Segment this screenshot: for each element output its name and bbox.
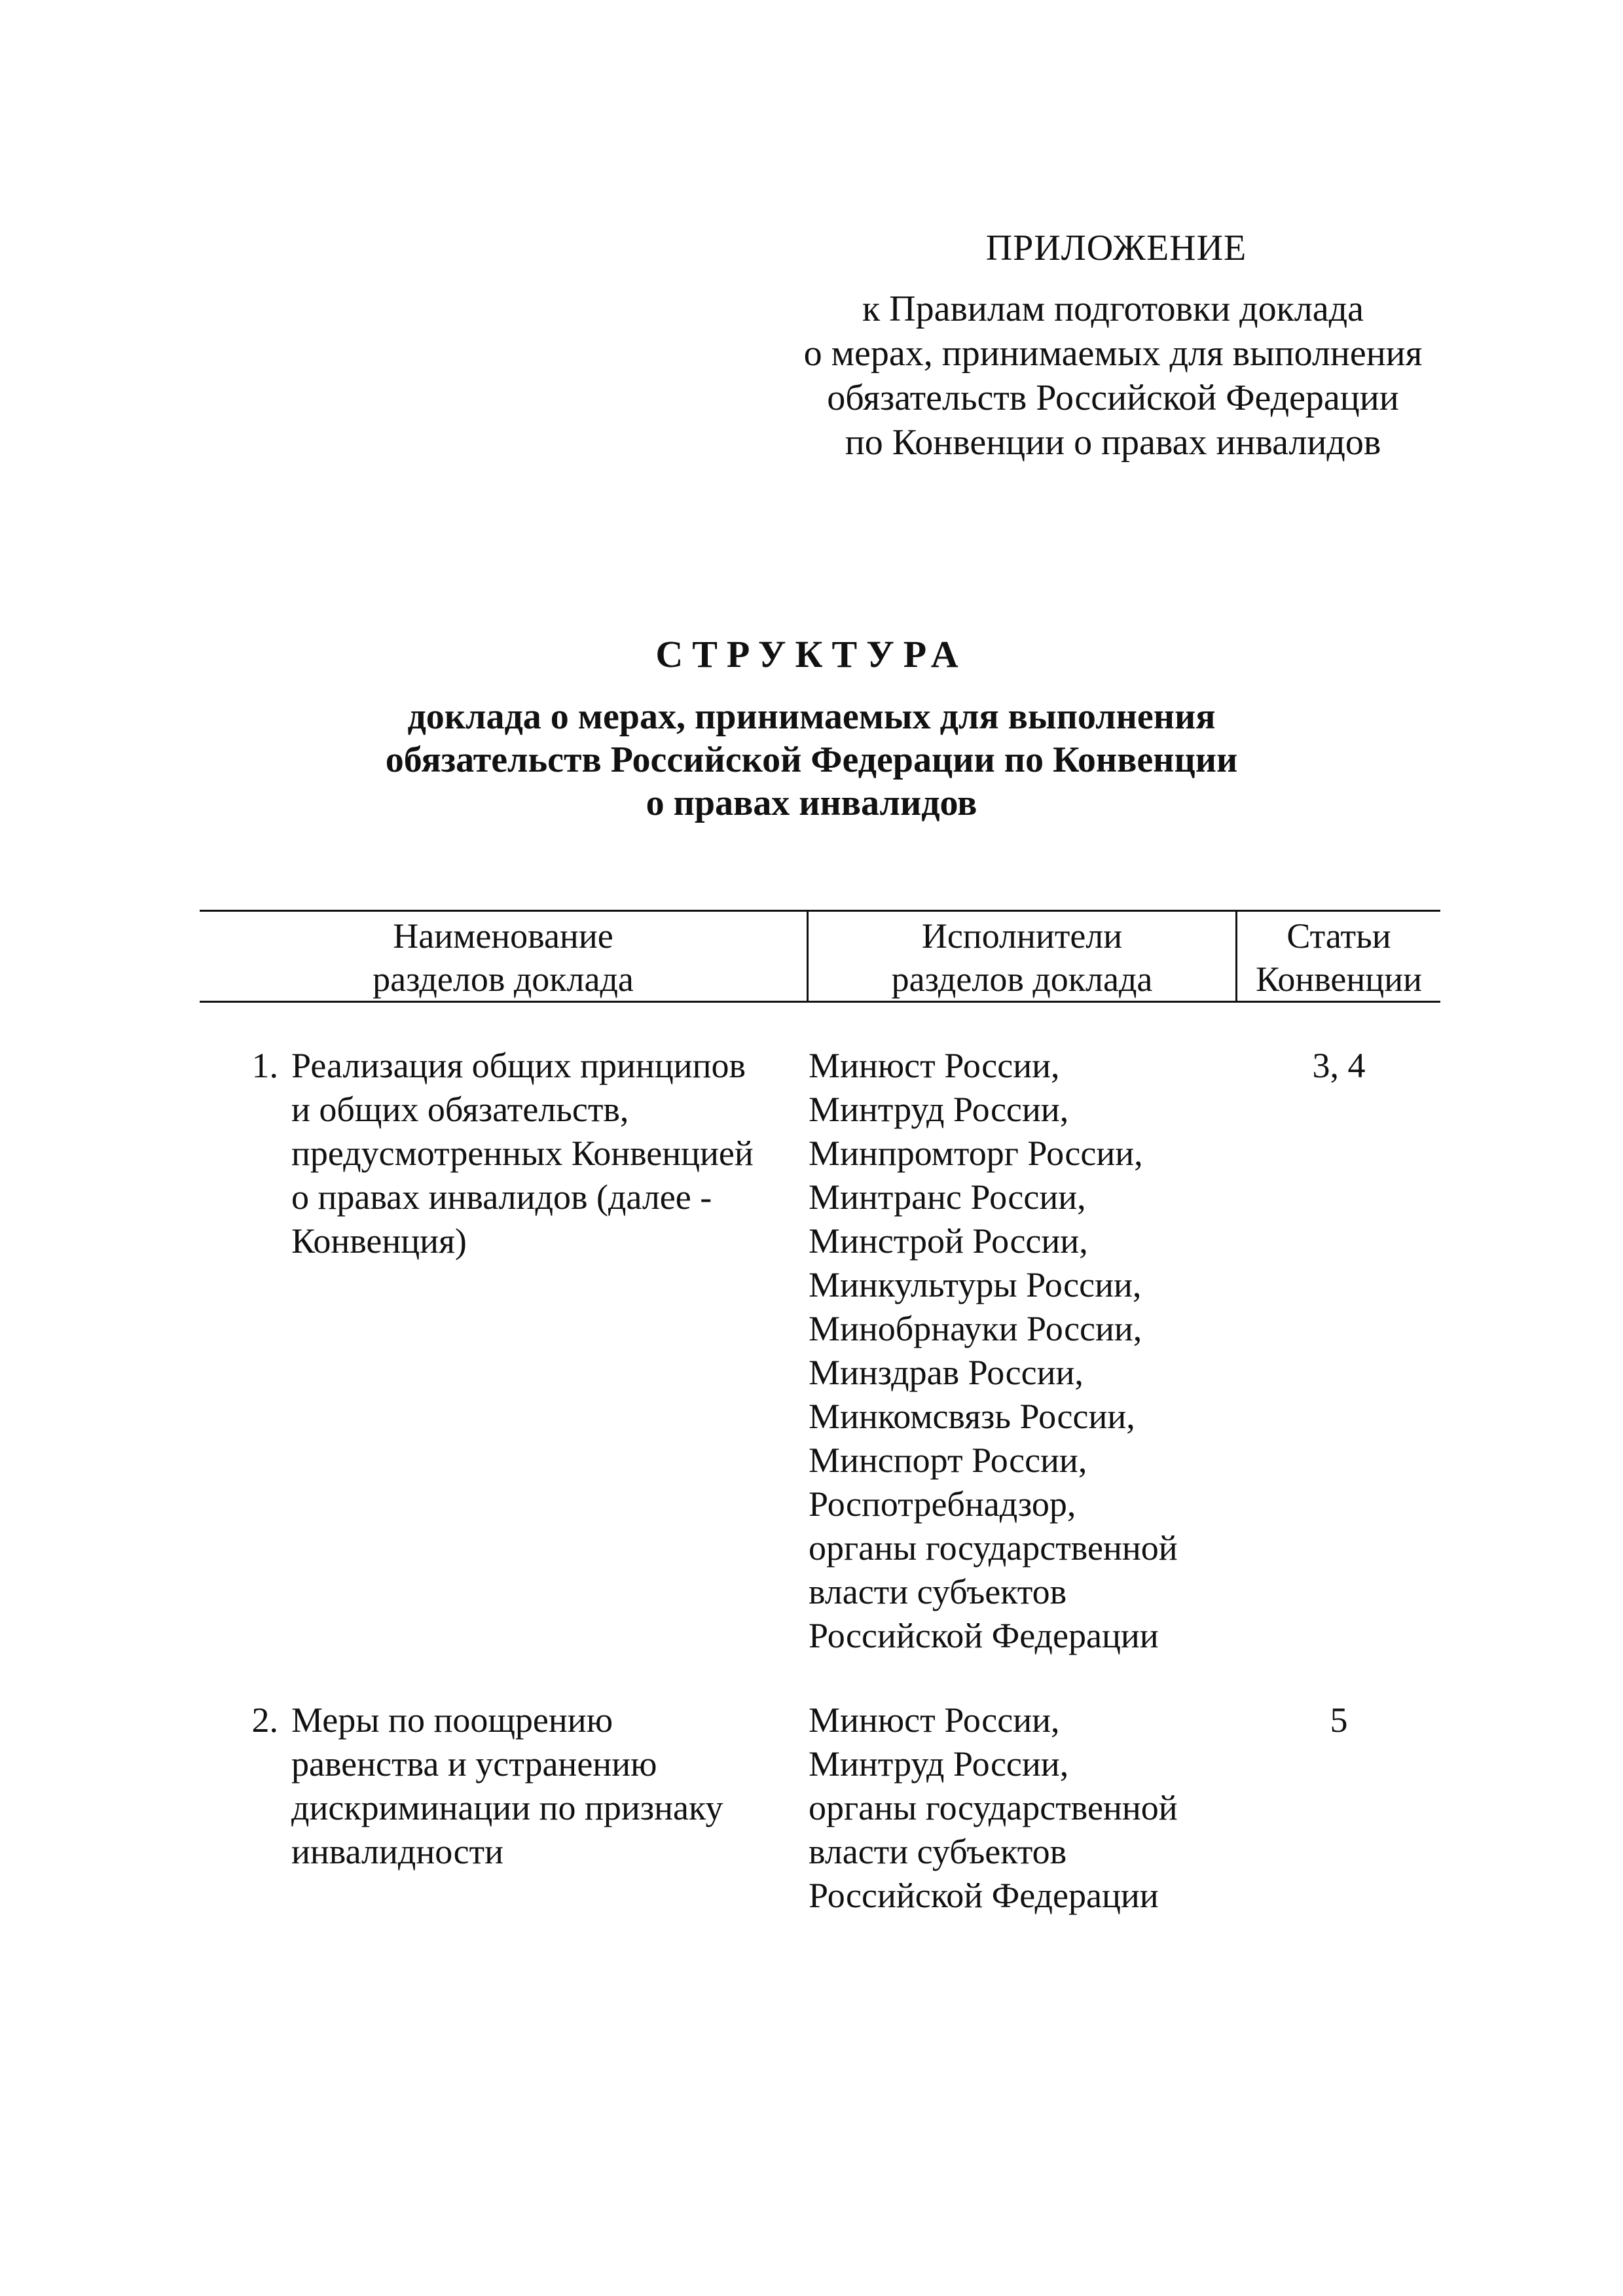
section-name-line: дискриминации по признаку xyxy=(291,1788,723,1827)
executor-line: Минпромторг России, xyxy=(809,1134,1143,1173)
header-line: Наименование xyxy=(393,916,613,956)
appendix-line: о мерах, принимаемых для выполнения xyxy=(803,333,1423,374)
executor-line: Минобрнауки России, xyxy=(809,1309,1142,1348)
appendix-line: обязательств Российской Федерации xyxy=(827,378,1399,418)
executor-line: Минтруд России, xyxy=(809,1090,1069,1129)
section-name-line: инвалидности xyxy=(291,1832,504,1871)
executor-line: власти субъектов xyxy=(809,1572,1067,1611)
appendix-title: ПРИЛОЖЕНИЕ xyxy=(985,228,1247,268)
executor-line: органы государственной xyxy=(809,1788,1178,1827)
subtitle-line: обязательств Российской Федерации по Конвенции xyxy=(385,740,1238,780)
document-subtitle xyxy=(0,695,1623,825)
executor-line: Минспорт России, xyxy=(809,1441,1087,1480)
executor-line: Минкультуры России, xyxy=(809,1265,1142,1304)
appendix-line: к Правилам подготовки доклада xyxy=(862,289,1364,329)
section-name-line: о правах инвалидов (далее - xyxy=(291,1177,712,1217)
header-line: разделов доклада xyxy=(373,960,634,999)
subtitle-line: о правах инвалидов xyxy=(646,783,977,823)
section-name-line: равенства и устранению xyxy=(291,1744,657,1784)
section-name-line: Меры по поощрению xyxy=(291,1700,613,1740)
row-number: 2. xyxy=(251,1700,278,1740)
column-header-articles xyxy=(1237,912,1440,1001)
header-line: Статьи xyxy=(1286,916,1391,956)
header-line: Исполнители xyxy=(921,916,1123,956)
header-line: разделов доклада xyxy=(891,960,1153,999)
header-line: Конвенции xyxy=(1256,960,1422,999)
document-title: СТРУКТУРА xyxy=(655,633,968,675)
executor-line: Минкомсвязь России, xyxy=(809,1397,1135,1436)
executor-line: Минтранс России, xyxy=(809,1177,1086,1217)
executor-line: органы государственной xyxy=(809,1528,1178,1568)
section-name xyxy=(291,1698,809,1874)
executor-line: Российской Федерации xyxy=(809,1616,1159,1655)
executor-line: Минздрав России, xyxy=(809,1353,1084,1392)
appendix-line: по Конвенции о правах инвалидов xyxy=(845,422,1381,463)
table-header xyxy=(200,910,1440,1003)
section-name-line: и общих обязательств, xyxy=(291,1090,629,1129)
executor-line: Минстрой России, xyxy=(809,1221,1088,1261)
appendix-reference xyxy=(773,287,1453,465)
section-name-line: предусмотренных Конвенцией xyxy=(291,1134,754,1173)
column-header-executors xyxy=(809,912,1237,1001)
convention-articles: 3, 4 xyxy=(1312,1046,1366,1085)
executor-line: власти субъектов xyxy=(809,1832,1067,1871)
section-executors xyxy=(809,1698,1237,1918)
section-name xyxy=(291,1044,809,1263)
executor-line: Минюст России, xyxy=(809,1700,1060,1740)
executor-line: Роспотребнадзор, xyxy=(809,1484,1076,1524)
executor-line: Минюст России, xyxy=(809,1046,1060,1085)
column-header-name xyxy=(200,912,809,1001)
section-name-line: Конвенция) xyxy=(291,1221,467,1261)
executor-line: Минтруд России, xyxy=(809,1744,1069,1784)
subtitle-line: доклада о мерах, принимаемых для выполнения xyxy=(407,696,1216,737)
section-name-line: Реализация общих принципов xyxy=(291,1046,746,1085)
executor-line: Российской Федерации xyxy=(809,1876,1159,1915)
section-executors xyxy=(809,1044,1237,1658)
row-number: 1. xyxy=(251,1046,278,1085)
convention-articles: 5 xyxy=(1330,1700,1348,1740)
